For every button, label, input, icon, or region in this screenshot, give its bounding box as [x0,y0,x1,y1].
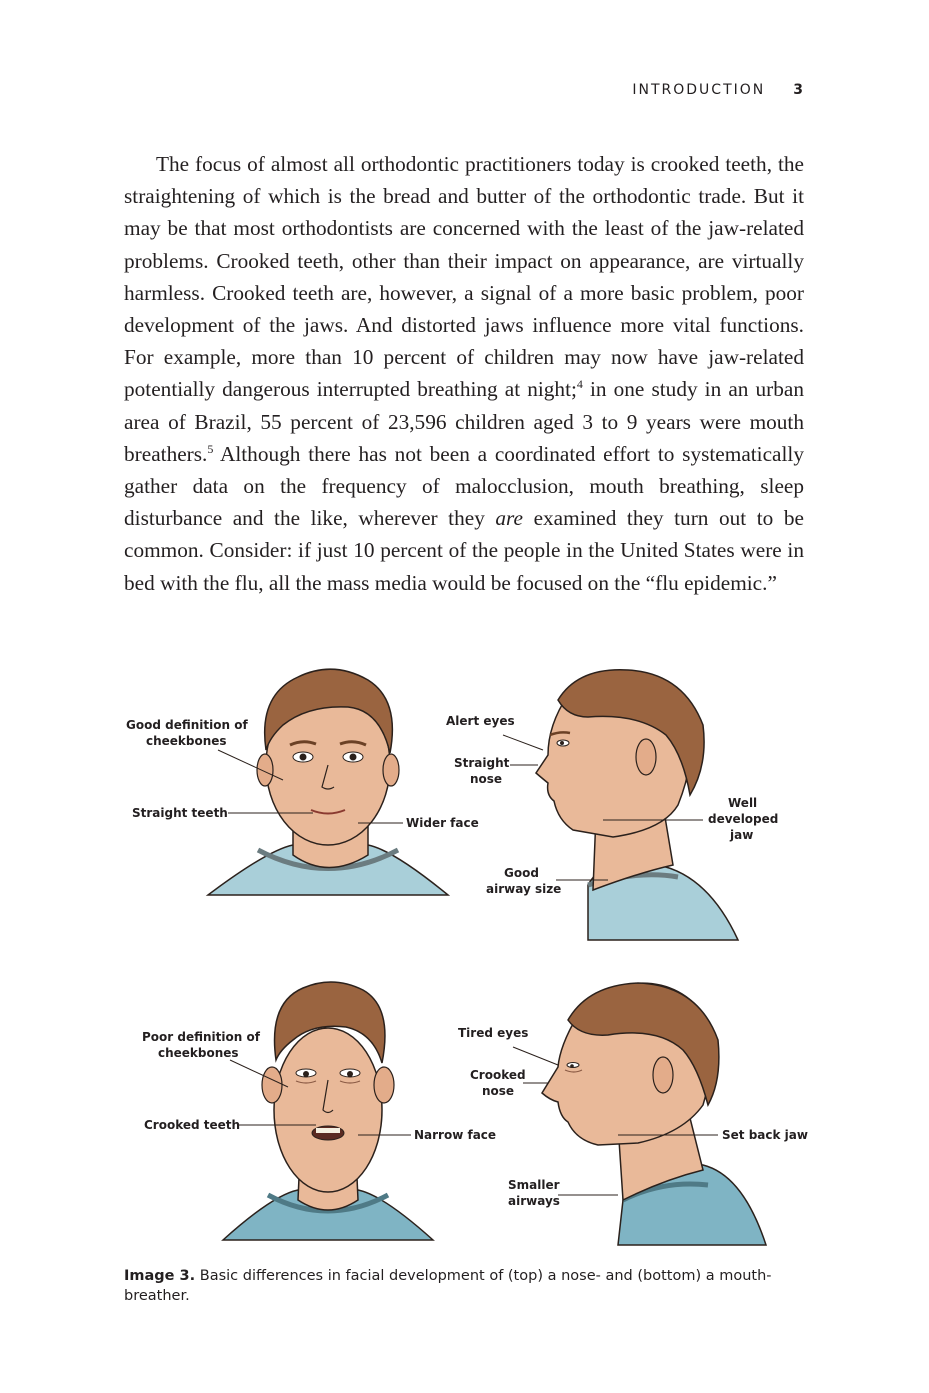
label-wider-face: Wider face [406,816,479,830]
top-front-portrait [208,669,448,895]
running-header [632,82,803,98]
leader-line [503,735,543,750]
label-smaller-airways-2: airways [508,1194,560,1208]
label-straight-teeth: Straight teeth [132,806,228,820]
footnote-ref-4[interactable]: 4 [576,377,583,392]
text-run-2: in one study in an urban area of Brazil, 55 percent of 23,596 children aged 3 to 9 years were mouth breathers. [124,377,804,466]
label-tired-eyes: Tired eyes [458,1026,529,1040]
label-smaller-airways-1: Smaller [508,1178,560,1192]
bottom-front-portrait [223,982,433,1240]
label-good-cheekbones-2: cheekbones [146,734,227,748]
section-title: INTRODUCTION [632,82,766,98]
label-alert-eyes: Alert eyes [446,714,515,728]
label-well-developed-jaw-1: Well [728,796,758,810]
label-well-developed-jaw-3: jaw [730,828,754,842]
label-good-cheekbones-1: Good definition of [126,718,248,732]
label-poor-cheekbones-1: Poor definition of [142,1030,260,1044]
bottom-profile-portrait [542,983,766,1245]
leader-line [513,1047,558,1065]
top-profile-portrait [536,670,738,940]
text-run-1: The focus of almost all orthodontic practitioners today is crooked teeth, the straightening of which is the bread and butter of the orthodontic trade. But it may be that most orthodontists are concerned with the least of the jaw-related problems. Crooked teeth, other than their impact on appearance, are virtually harmless. Crooked teeth are, however, a signal of a more basic problem, poor development of the jaws. And distorted jaws influence more vital functions. For example, more than 10 percent of children may now have jaw-related potentially dangerous interrupted breathing at night; [124,152,804,402]
figure-illustration [118,655,818,1255]
text-run-4: examined they turn out to be common. Consider: if just 10 percent of the people in the United States were in bed with the flu, all the mass media would be focused on the “flu epidemic.” [124,506,804,595]
label-set-back-jaw: Set back jaw [722,1128,808,1142]
footnote-ref-5[interactable]: 5 [207,441,214,456]
page-number: 3 [793,82,803,98]
label-straight-nose-2: nose [470,772,503,786]
figure-caption [124,1266,804,1306]
label-well-developed-jaw-2: developed [708,812,779,826]
caption-label: Image 3. [124,1268,196,1284]
label-crooked-nose-2: nose [482,1084,515,1098]
body-paragraph [124,148,804,599]
emphasis-are: are [495,506,524,531]
label-good-airway-2: airway size [486,882,562,896]
label-crooked-nose-1: Crooked [470,1068,526,1082]
label-straight-nose-1: Straight [454,756,510,770]
label-crooked-teeth: Crooked teeth [144,1118,241,1132]
label-poor-cheekbones-2: cheekbones [158,1046,239,1060]
caption-text: Basic differences in facial development of (top) a nose- and (bottom) a mouth-breather. [124,1268,772,1304]
label-narrow-face: Narrow face [414,1128,497,1142]
facial-development-figure [118,655,818,1255]
text-run-3: Although there has not been a coordinated effort to systematically gather data on the frequency of malocclusion, mouth breathing, sleep disturbance and the like, wherever they [124,441,804,531]
label-good-airway-1: Good [504,866,539,880]
